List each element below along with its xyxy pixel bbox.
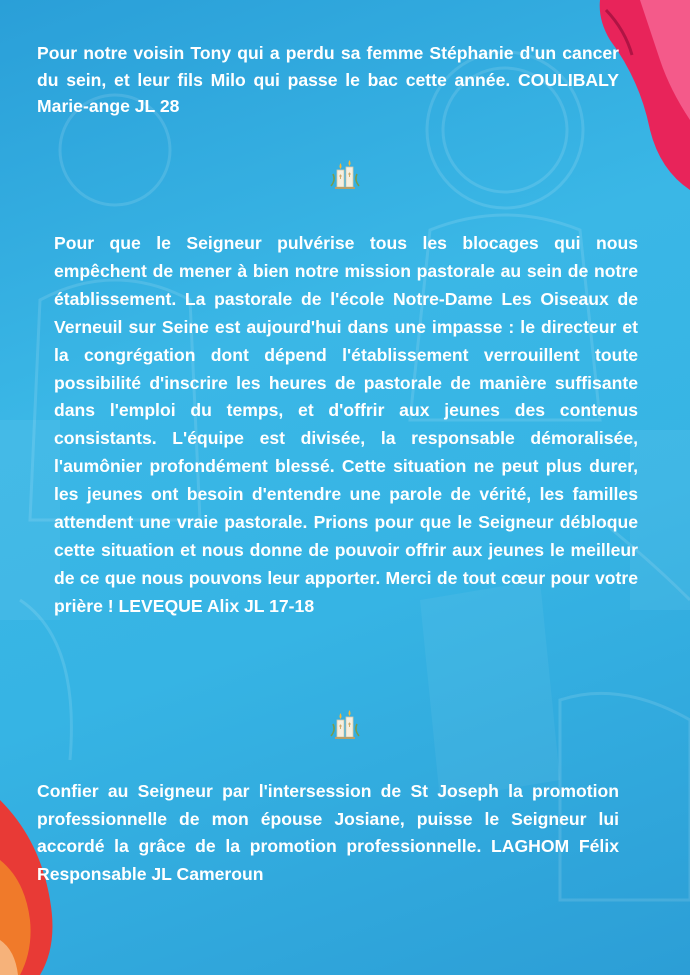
candle-icon — [328, 158, 362, 192]
prayer-leveque: Pour que le Seigneur pulvérise tous les blocages qui nous empêchent de mener à bien notre mission pastorale au sein de notre établissement. La pastorale de l'école Notre-Dame Les Oiseaux de Verneuil sur Seine est aujourd'hui dans une impasse : le directeur et la congrégation dont dépend l'établissement verrouillent toute possibilité d'inscrire les heures de pastorale de manière suffisante dans l'emploi du temps, et d'offrir aux jeunes des contenus consistants. L'équipe est divisée, la responsable démoralisée, l'aumônier profondément blessé. Cette situation ne peut plus durer, les jeunes ont besoin d'entendre une parole de vérité, les familles attendent une vraie pastorale. Prions pour que le Seigneur débloque cette situation et nous donne de pouvoir offrir aux jeunes le meilleur de ce que nous pouvons leur apporter. Merci de tout cœur pour votre prière ! LEVEQUE Alix JL 17-18 — [54, 233, 638, 616]
prayer-coulibaly: Pour notre voisin Tony qui a perdu sa femme Stéphanie d'un cancer du sein, et leur fils Milo qui passe le bac cette année. COULIBALY Marie-ange JL 28 — [37, 43, 619, 116]
candle-icon — [328, 708, 362, 742]
prayer-laghom: Confier au Seigneur par l'intersession de St Joseph la promotion professionnelle de mon épouse Josiane, puisse le Seigneur lui accordé la grâce de la promotion professionnelle. LAGHOM Félix Responsable JL Cameroun — [37, 781, 619, 884]
